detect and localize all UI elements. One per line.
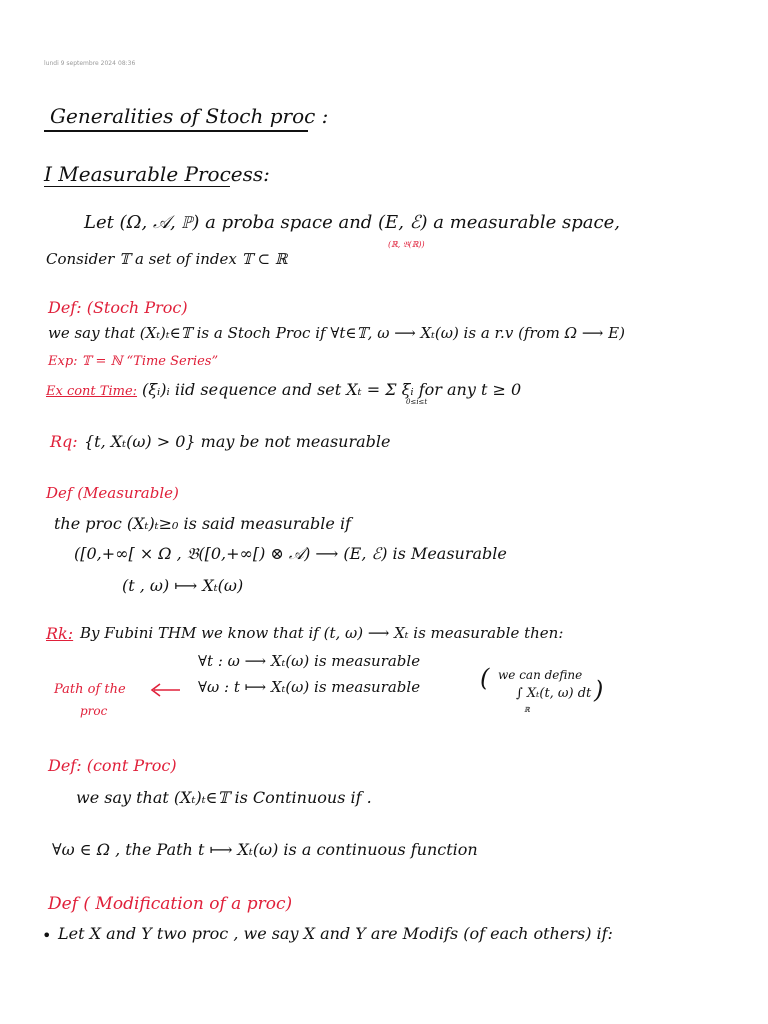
remark-label: Rq: — [50, 432, 78, 451]
note-time: 08:36 — [118, 60, 136, 67]
rk-label: Rk: — [46, 624, 74, 643]
path-label-line2: proc — [80, 704, 108, 718]
def-measurable-label: Def (Measurable) — [46, 484, 179, 502]
def-modification-text: Let X and Y two proc , we say X and Y are Modifs (of each others) if: — [58, 924, 613, 943]
rk-fubini-text: By Fubini THM we know that if (t, ω) ⟶ Xₜ is measurable then: — [80, 624, 564, 642]
example-time-series: Exp: 𝕋 = ℕ “Time Series” — [48, 354, 219, 369]
def-measurable-text: the proc (Xₜ)ₜ≥₀ is said measurable if — [54, 514, 351, 533]
path-label-line1: Path of the — [54, 682, 126, 697]
define-close-paren: ) — [594, 676, 604, 704]
def-measurable-map-element: (t , ω) ⟼ Xₜ(ω) — [122, 576, 244, 595]
bullet-icon: • — [42, 926, 52, 945]
title-underline — [44, 130, 308, 132]
let-space-note: (ℝ, 𝔅(ℝ)) — [388, 240, 425, 249]
define-note-integral: ∫ Xₜ(t, ω) dt — [516, 686, 592, 701]
def-cont-proc-label: Def: (cont Proc) — [48, 756, 177, 775]
def-stoch-proc-label: Def: (Stoch Proc) — [48, 298, 188, 317]
example-cont-time-label: Ex cont Time: — [46, 384, 138, 399]
continuous-path-line: ∀ω ∈ Ω , the Path t ⟼ Xₜ(ω) is a continuous function — [52, 840, 478, 859]
page-title: Generalities of Stoch proc : — [50, 104, 329, 128]
rk-line-path: ∀ω : t ⟼ Xₜ(ω) is measurable — [198, 678, 421, 696]
define-open-paren: ( — [480, 664, 490, 692]
define-note-line1: we can define — [498, 668, 583, 682]
remark-text: {t, Xₜ(ω) > 0} may be not measurable — [84, 432, 391, 451]
define-note-domain: ℝ — [524, 706, 530, 714]
note-date: lundi 9 septembre 2024 — [44, 60, 116, 67]
def-cont-proc-text: we say that (Xₜ)ₜ∈𝕋 is Continuous if . — [76, 788, 372, 807]
path-arrow-icon — [146, 682, 182, 698]
def-measurable-map: ([0,+∞[ × Ω , 𝔅([0,+∞[) ⊗ 𝒜) ⟶ (E, ℰ) is Measurable — [74, 544, 507, 563]
section-heading: I Measurable Process: — [44, 162, 270, 186]
example-cont-time-sum-index: 0≤i≤t — [406, 398, 428, 406]
section-underline — [44, 186, 230, 187]
let-space-line: Let (Ω, 𝒜, ℙ) a proba space and (E, ℰ) a measurable space, — [84, 212, 620, 233]
rk-line-omega: ∀t : ω ⟶ Xₜ(ω) is measurable — [198, 652, 421, 670]
consider-line: Consider 𝕋 a set of index 𝕋 ⊂ ℝ — [46, 250, 288, 268]
def-stoch-proc-text: we say that (Xₜ)ₜ∈𝕋 is a Stoch Proc if ∀t∈𝕋, ω ⟶ Xₜ(ω) is a r.v (from Ω ⟶ E) — [48, 324, 625, 342]
def-modification-label: Def ( Modification of a proc) — [48, 894, 293, 914]
example-cont-time-text: (ξᵢ)ᵢ iid sequence and set Xₜ = Σ ξᵢ for any t ≥ 0 — [142, 380, 522, 399]
